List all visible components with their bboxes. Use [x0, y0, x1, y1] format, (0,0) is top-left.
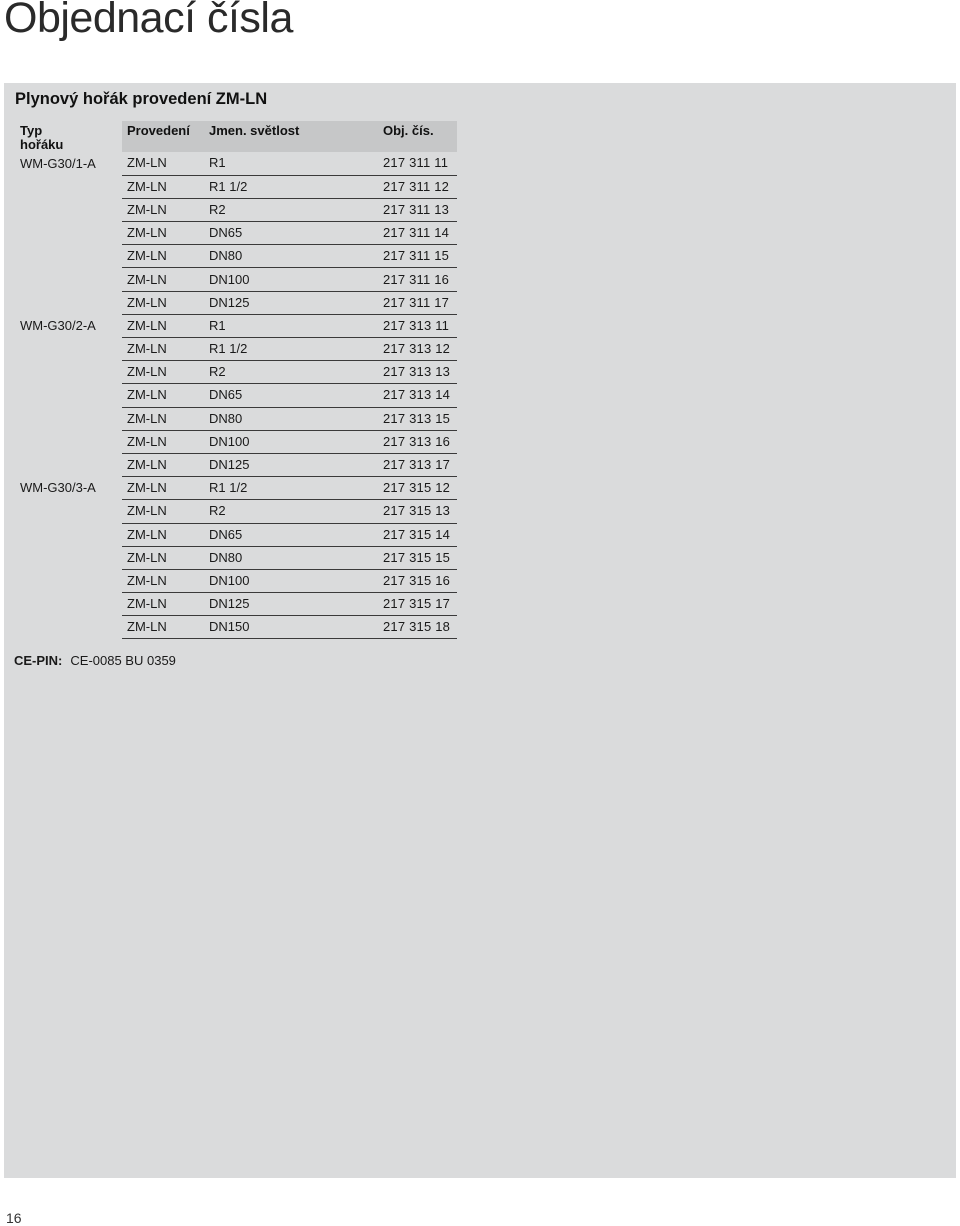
cell-obj-cislo: 217 315 14 — [378, 523, 457, 546]
cell-provedeni: ZM-LN — [122, 616, 204, 639]
cell-svetlost: R1 — [204, 314, 378, 337]
cell-obj-cislo: 217 311 13 — [378, 198, 457, 221]
cell-svetlost: R2 — [204, 500, 378, 523]
cell-svetlost: R2 — [204, 361, 378, 384]
cell-provedeni: ZM-LN — [122, 430, 204, 453]
cell-svetlost: DN65 — [204, 384, 378, 407]
cell-svetlost: DN80 — [204, 546, 378, 569]
cell-provedeni: ZM-LN — [122, 569, 204, 592]
cell-typ — [15, 523, 122, 546]
cell-typ — [15, 593, 122, 616]
cell-svetlost: R1 1/2 — [204, 338, 378, 361]
cell-provedeni: ZM-LN — [122, 523, 204, 546]
cell-svetlost: DN125 — [204, 453, 378, 476]
cell-typ — [15, 198, 122, 221]
cell-provedeni: ZM-LN — [122, 384, 204, 407]
ce-pin-label: CE-PIN: — [14, 653, 63, 668]
table-row — [15, 198, 457, 221]
table-row — [15, 546, 457, 569]
cell-typ — [15, 569, 122, 592]
cell-provedeni: ZM-LN — [122, 245, 204, 268]
cell-typ — [15, 430, 122, 453]
cell-provedeni: ZM-LN — [122, 152, 204, 175]
cell-svetlost: R2 — [204, 198, 378, 221]
cell-typ — [15, 338, 122, 361]
header-typ-horaku — [15, 121, 122, 152]
cell-provedeni: ZM-LN — [122, 477, 204, 500]
cell-typ — [15, 407, 122, 430]
cell-svetlost: DN65 — [204, 222, 378, 245]
table-row — [15, 500, 457, 523]
header-obj-cis: Obj. čís. — [378, 121, 457, 152]
cell-svetlost: DN80 — [204, 407, 378, 430]
cell-obj-cislo: 217 313 17 — [378, 453, 457, 476]
cell-obj-cislo: 217 311 14 — [378, 222, 457, 245]
cell-typ — [15, 384, 122, 407]
section-title: Plynový hořák provedení ZM-LN — [15, 90, 268, 108]
page-number: 16 — [6, 1210, 22, 1226]
cell-typ: WM-G30/1-A — [20, 155, 96, 171]
cell-obj-cislo: 217 313 15 — [378, 407, 457, 430]
cell-obj-cislo: 217 311 16 — [378, 268, 457, 291]
table-row — [15, 616, 457, 639]
cell-svetlost: DN125 — [204, 593, 378, 616]
table-row — [15, 477, 457, 500]
cell-provedeni: ZM-LN — [122, 314, 204, 337]
cell-provedeni: ZM-LN — [122, 593, 204, 616]
cell-typ — [15, 453, 122, 476]
cell-obj-cislo: 217 313 11 — [378, 314, 457, 337]
cell-provedeni: ZM-LN — [122, 198, 204, 221]
cell-obj-cislo: 217 313 16 — [378, 430, 457, 453]
cell-svetlost: R1 — [204, 152, 378, 175]
table-row — [15, 453, 457, 476]
cell-obj-cislo: 217 311 15 — [378, 245, 457, 268]
ce-pin-value: CE-0085 BU 0359 — [70, 653, 176, 668]
table-row — [15, 384, 457, 407]
cell-obj-cislo: 217 315 13 — [378, 500, 457, 523]
cell-svetlost: DN80 — [204, 245, 378, 268]
cell-typ — [15, 361, 122, 384]
table-row — [15, 152, 457, 175]
table-row — [15, 430, 457, 453]
cell-typ — [15, 175, 122, 198]
page-title: Objednací čísla — [4, 0, 293, 42]
cell-obj-cislo: 217 313 12 — [378, 338, 457, 361]
cell-svetlost: DN125 — [204, 291, 378, 314]
table-body — [15, 152, 457, 639]
cell-svetlost: DN150 — [204, 616, 378, 639]
table-row — [15, 222, 457, 245]
cell-svetlost: R1 1/2 — [204, 175, 378, 198]
header-typ-text: Typ hořáku — [20, 123, 64, 152]
cell-obj-cislo: 217 311 11 — [378, 152, 457, 175]
content-panel — [4, 83, 956, 1178]
cell-svetlost: DN65 — [204, 523, 378, 546]
cell-provedeni: ZM-LN — [122, 291, 204, 314]
cell-provedeni: ZM-LN — [122, 453, 204, 476]
cell-typ — [15, 291, 122, 314]
table-row — [15, 245, 457, 268]
cell-provedeni: ZM-LN — [122, 361, 204, 384]
cell-provedeni: ZM-LN — [122, 222, 204, 245]
cell-typ — [15, 245, 122, 268]
table-row — [15, 175, 457, 198]
cell-svetlost: DN100 — [204, 430, 378, 453]
cell-obj-cislo: 217 311 12 — [378, 175, 457, 198]
cell-provedeni: ZM-LN — [122, 500, 204, 523]
table-row — [15, 268, 457, 291]
table-row — [15, 291, 457, 314]
cell-obj-cislo: 217 313 14 — [378, 384, 457, 407]
cell-typ: WM-G30/3-A — [20, 480, 96, 496]
cell-provedeni: ZM-LN — [122, 338, 204, 361]
cell-typ — [15, 222, 122, 245]
table-row — [15, 361, 457, 384]
cell-obj-cislo: 217 315 16 — [378, 569, 457, 592]
cell-typ — [15, 616, 122, 639]
cell-obj-cislo: 217 311 17 — [378, 291, 457, 314]
table-row — [15, 338, 457, 361]
cell-provedeni: ZM-LN — [122, 546, 204, 569]
cell-svetlost: DN100 — [204, 569, 378, 592]
cell-provedeni: ZM-LN — [122, 268, 204, 291]
table-row — [15, 593, 457, 616]
cell-typ — [15, 268, 122, 291]
table-header-row — [15, 121, 457, 152]
table-row — [15, 407, 457, 430]
header-provedeni: Provedení — [122, 121, 204, 152]
cell-obj-cislo: 217 315 18 — [378, 616, 457, 639]
table-row — [15, 569, 457, 592]
cell-svetlost: DN100 — [204, 268, 378, 291]
cell-typ — [15, 500, 122, 523]
ce-pin — [14, 653, 176, 668]
table-row — [15, 314, 457, 337]
order-number-table — [15, 121, 457, 639]
table-row — [15, 523, 457, 546]
cell-typ — [15, 546, 122, 569]
cell-typ: WM-G30/2-A — [20, 317, 96, 333]
cell-provedeni: ZM-LN — [122, 175, 204, 198]
cell-obj-cislo: 217 313 13 — [378, 361, 457, 384]
cell-obj-cislo: 217 315 17 — [378, 593, 457, 616]
cell-obj-cislo: 217 315 15 — [378, 546, 457, 569]
cell-provedeni: ZM-LN — [122, 407, 204, 430]
cell-svetlost: R1 1/2 — [204, 477, 378, 500]
cell-obj-cislo: 217 315 12 — [378, 477, 457, 500]
header-jmen-svetlost: Jmen. světlost — [204, 121, 378, 152]
